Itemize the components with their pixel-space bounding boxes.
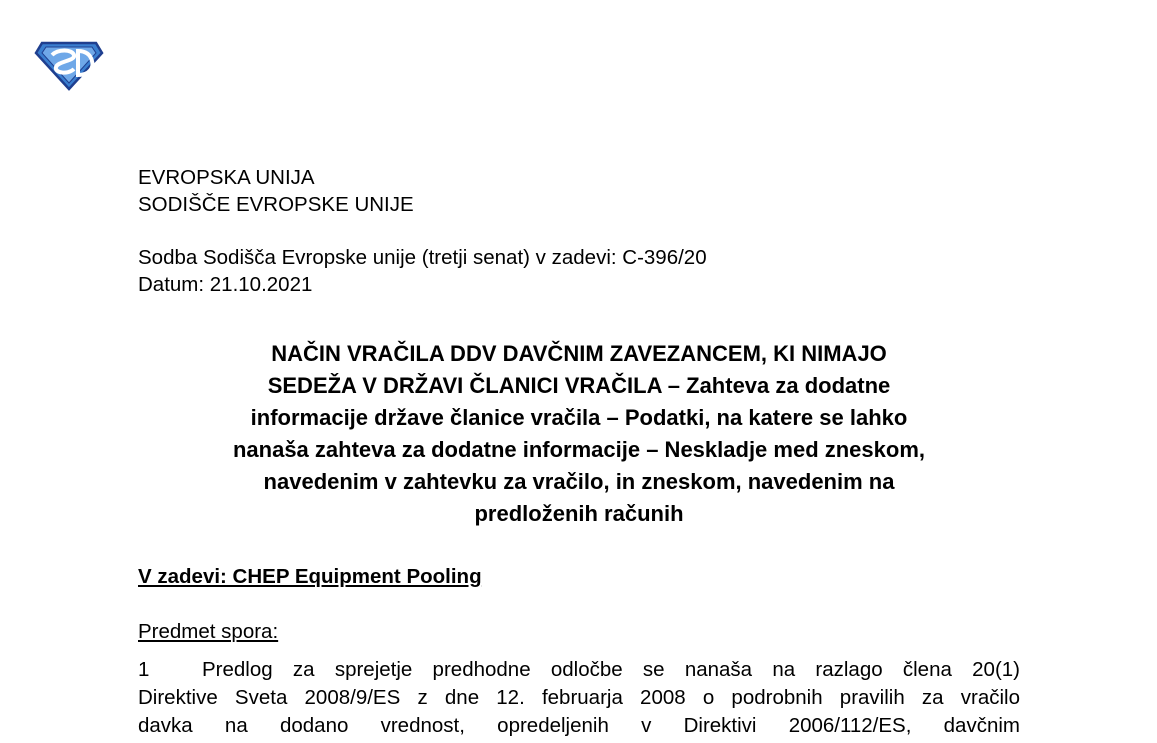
title-line: navedenim v zahtevku za vračilo, in zneskom, navedenim na	[263, 469, 895, 494]
paragraph-1	[138, 656, 1020, 740]
subject-heading: Predmet spora:	[138, 620, 279, 643]
title-line: SEDEŽA V DRŽAVI ČLANICI VRAČILA – Zahteva za dodatne	[267, 373, 891, 398]
paragraph-number: 1	[138, 658, 150, 681]
title-line: informacije države članice vračila – Podatki, na katere se lahko	[250, 405, 908, 430]
paragraph-line	[138, 656, 1020, 684]
header-court: SODIŠČE EVROPSKE UNIJE	[138, 193, 414, 216]
paragraph-line: davka na dodano vrednost, opredeljenih v Direktivi 2006/112/ES, davčnim	[138, 714, 1020, 737]
court-logo-icon	[34, 37, 104, 91]
header-eu: EVROPSKA UNIJA	[138, 166, 315, 189]
case-reference: Sodba Sodišča Evropske unije (tretji senat) v zadevi: C-396/20	[138, 246, 707, 269]
title-line: predloženih računih	[474, 501, 684, 526]
paragraph-text: Predlog za sprejetje predhodne odločbe se nanaša na razlago člena 20(1)	[202, 658, 1020, 681]
title-line: NAČIN VRAČILA DDV DAVČNIM ZAVEZANCEM, KI NIMAJO	[271, 341, 887, 366]
title-line: nanaša zahteva za dodatne informacije – Neskladje med zneskom,	[232, 437, 926, 462]
case-date: Datum: 21.10.2021	[138, 273, 313, 296]
parties-heading: V zadevi: CHEP Equipment Pooling	[138, 565, 482, 588]
document-title	[138, 338, 1020, 530]
paragraph-line: Direktive Sveta 2008/9/ES z dne 12. februarja 2008 o podrobnih pravilih za vračilo	[138, 686, 1020, 709]
